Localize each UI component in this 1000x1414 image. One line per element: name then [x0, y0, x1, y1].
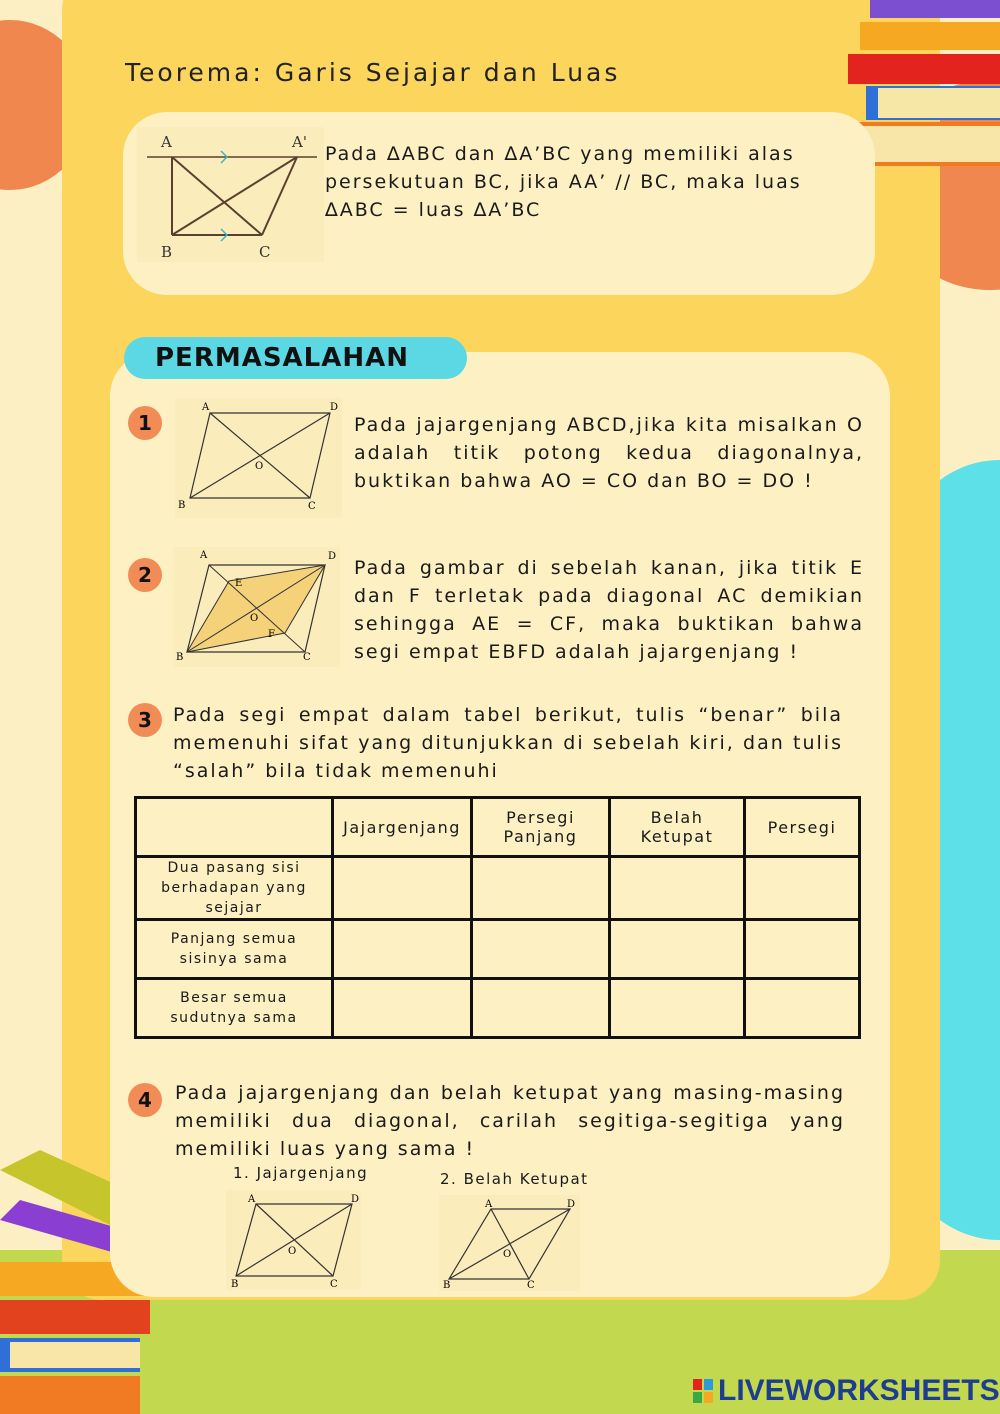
figure-label-d: D — [351, 1194, 360, 1205]
answer-cell[interactable] — [333, 920, 472, 979]
figure-label-b: B — [231, 1279, 239, 1290]
figure-label-d: D — [330, 402, 339, 413]
figure-label-f: F — [268, 629, 275, 640]
answer-cell[interactable] — [472, 920, 610, 979]
problem-number-4: 4 — [128, 1083, 162, 1117]
table-header-jajargenjang: Jajargenjang — [333, 798, 472, 857]
figure-label-c: C — [527, 1280, 535, 1291]
figure-label-a: A — [202, 402, 210, 413]
figure-label-o: O — [250, 613, 259, 624]
figure-label-d: D — [328, 551, 337, 562]
figure-label-c: C — [308, 501, 316, 512]
figure-label-b: B — [443, 1280, 451, 1291]
page-title: Teorema: Garis Sejajar dan Luas — [125, 58, 621, 87]
problem-number-3: 3 — [128, 703, 162, 737]
caption-jajargenjang: 1. Jajargenjang — [233, 1164, 369, 1182]
answer-cell[interactable] — [333, 857, 472, 920]
problem-number-1: 1 — [128, 406, 162, 440]
caption-belah-ketupat: 2. Belah Ketupat — [440, 1170, 589, 1188]
liveworksheets-logo-icon — [693, 1379, 713, 1403]
table-header-belah-ketupat: Belah Ketupat — [610, 798, 745, 857]
answer-cell[interactable] — [610, 979, 745, 1038]
figure-label-a: A — [161, 133, 172, 151]
figure-label-a: A — [200, 550, 208, 561]
figure-label-c: C — [330, 1279, 338, 1290]
figure-label-e: E — [235, 578, 243, 589]
figure-label-d: D — [567, 1199, 576, 1210]
table-header-persegi-panjang: Persegi Panjang — [472, 798, 610, 857]
table-header-row — [136, 798, 860, 857]
problem-1-figure — [175, 398, 342, 518]
figure-label-b: B — [178, 500, 186, 511]
table-row-label: Panjang semua sisinya sama — [136, 920, 333, 979]
problem-2-figure — [173, 547, 340, 667]
table-header-persegi: Persegi — [745, 798, 860, 857]
figure-label-a-prime: A' — [292, 133, 307, 151]
theorem-text: Pada ∆ABC dan ∆A’BC yang memiliki alas persekutuan BC, jika AA’ // BC, maka luas ∆ABC = luas ∆A’BC — [325, 143, 802, 221]
table-row-label: Besar semua sudutnya sama — [136, 979, 333, 1038]
table-row — [136, 920, 860, 979]
section-title: PERMASALAHAN — [155, 343, 410, 373]
problem-4-text: Pada jajargenjang dan belah ketupat yang masing-masing memiliki dua diagonal, carilah segitiga-segitiga yang memiliki luas yang sama ! — [175, 1082, 845, 1160]
figure-label-a: A — [485, 1199, 493, 1210]
jajargenjang-figure — [226, 1190, 361, 1290]
answer-cell[interactable] — [610, 857, 745, 920]
liveworksheets-logo: LIVEWORKSHEETS — [718, 1374, 1000, 1407]
answer-cell[interactable] — [333, 979, 472, 1038]
table-header-empty — [136, 798, 333, 857]
table-row — [136, 857, 860, 920]
properties-table — [134, 796, 861, 1039]
table-row — [136, 979, 860, 1038]
figure-label-b: B — [161, 243, 173, 261]
answer-cell[interactable] — [610, 920, 745, 979]
answer-cell[interactable] — [745, 857, 860, 920]
figure-label-a: A — [248, 1194, 256, 1205]
answer-cell[interactable] — [472, 857, 610, 920]
figure-label-o: O — [288, 1246, 297, 1257]
theorem-figure — [137, 127, 324, 262]
table-row-label: Dua pasang sisi berhadapan yang sejajar — [136, 857, 333, 920]
problem-2-text: Pada gambar di sebelah kanan, jika titik E dan F terletak pada diagonal AC demikian sehingga AE = CF, maka buktikan bahwa segi empat EBFD adalah jajargenjang ! — [354, 557, 864, 663]
belah-ketupat-figure — [439, 1195, 580, 1291]
figure-label-b: B — [176, 652, 184, 663]
problem-1-text: Pada jajargenjang ABCD,jika kita misalkan O adalah titik potong kedua diagonalnya, buktikan bahwa AO = CO dan BO = DO ! — [354, 414, 864, 492]
answer-cell[interactable] — [745, 979, 860, 1038]
problem-3-text: Pada segi empat dalam tabel berikut, tulis “benar” bila memenuhi sifat yang ditunjukkan di sebelah kiri, dan tulis “salah” bila tidak memenuhi — [173, 704, 843, 782]
figure-label-c: C — [259, 243, 271, 261]
problem-number-2: 2 — [128, 558, 162, 592]
answer-cell[interactable] — [472, 979, 610, 1038]
answer-cell[interactable] — [745, 920, 860, 979]
figure-label-o: O — [503, 1249, 512, 1260]
figure-label-c: C — [303, 652, 311, 663]
figure-label-o: O — [255, 461, 264, 472]
